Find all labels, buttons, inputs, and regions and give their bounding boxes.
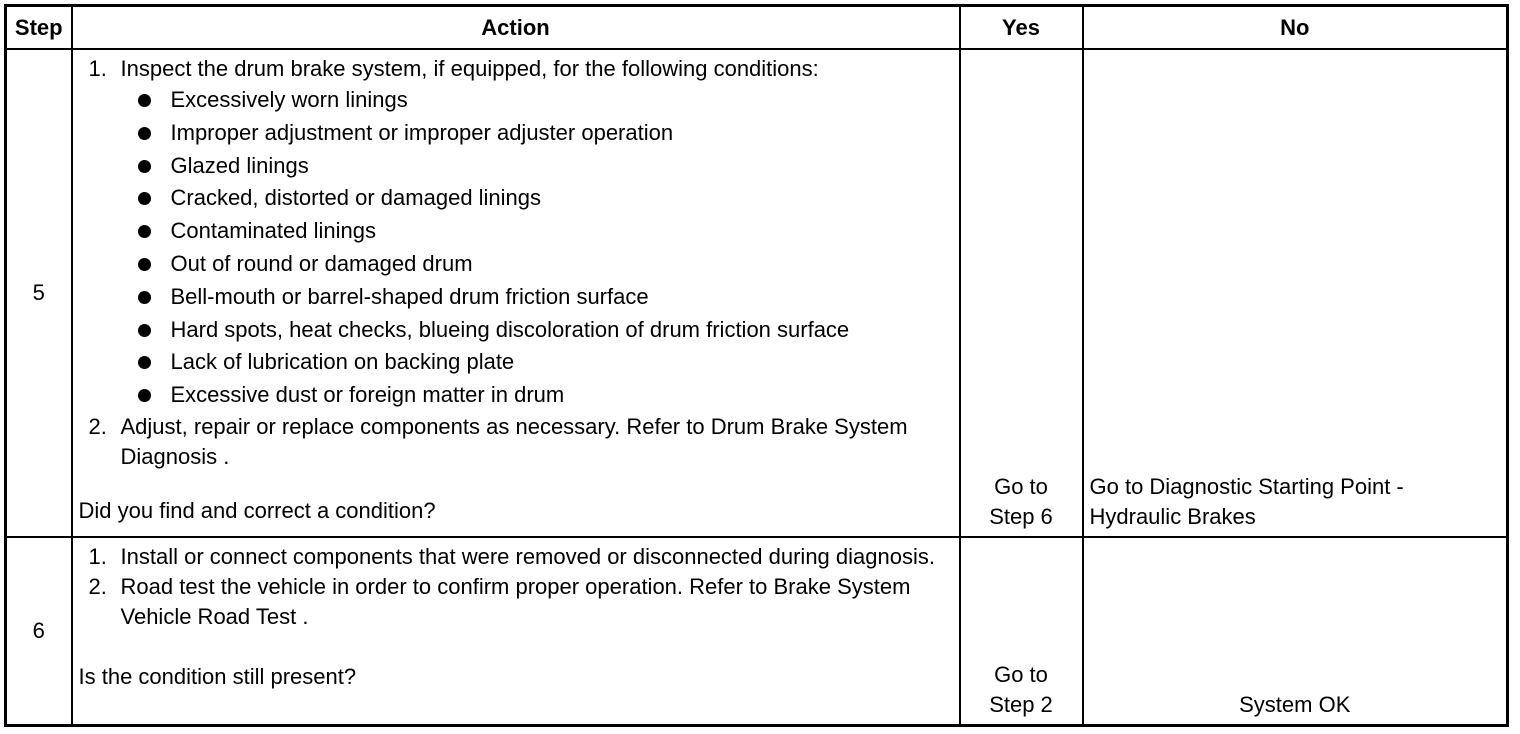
list-item bbox=[121, 314, 951, 347]
header-yes: Yes bbox=[960, 6, 1083, 50]
question-text: Is the condition still present? bbox=[78, 664, 357, 689]
no-cell bbox=[1083, 537, 1508, 725]
bullet-icon bbox=[138, 94, 151, 107]
bullet-icon bbox=[138, 258, 151, 271]
no-line: System OK bbox=[1239, 691, 1351, 717]
bullet-icon bbox=[138, 356, 151, 369]
instruction-text: Inspect the drum brake system, if equipped, for the following conditions: bbox=[120, 56, 819, 81]
list-item bbox=[121, 84, 951, 117]
instruction-item bbox=[79, 542, 951, 572]
instruction-number: 2. bbox=[88, 574, 107, 599]
action-cell bbox=[72, 49, 960, 537]
bullet-icon bbox=[138, 160, 151, 173]
instruction-number: 2. bbox=[88, 413, 107, 439]
list-item bbox=[121, 379, 951, 412]
condition-text: Excessively worn linings bbox=[170, 87, 408, 112]
no-line: Hydraulic Brakes bbox=[1089, 504, 1256, 529]
diagnostic-table bbox=[4, 4, 1509, 727]
bullet-icon bbox=[138, 192, 151, 205]
bullet-icon bbox=[138, 389, 151, 402]
bullet-icon bbox=[138, 291, 151, 304]
condition-text: Bell-mouth or barrel-shaped drum friction surface bbox=[170, 283, 649, 309]
list-item bbox=[121, 281, 951, 314]
no-line: Go to Diagnostic Starting Point - bbox=[1089, 474, 1404, 499]
condition-list bbox=[121, 84, 951, 412]
condition-text: Excessive dust or foreign matter in drum bbox=[170, 382, 565, 408]
yes-line: Step 6 bbox=[989, 504, 1053, 529]
condition-text: Contaminated linings bbox=[170, 218, 376, 244]
header-no: No bbox=[1083, 6, 1508, 50]
bullet-icon bbox=[138, 324, 151, 337]
list-item bbox=[121, 117, 951, 150]
list-item bbox=[121, 182, 951, 215]
spacer bbox=[79, 632, 951, 662]
no-cell bbox=[1083, 49, 1508, 537]
table-row-step-5 bbox=[6, 49, 1508, 537]
condition-text: Out of round or damaged drum bbox=[170, 250, 473, 276]
instruction-number: 1. bbox=[88, 544, 107, 569]
list-item bbox=[121, 346, 951, 379]
bullet-icon bbox=[138, 225, 151, 238]
condition-text: Lack of lubrication on backing plate bbox=[170, 349, 515, 375]
yes-cell bbox=[960, 537, 1083, 725]
instruction-text: Install or connect components that were removed or disconnected during diagnosis. bbox=[120, 544, 935, 569]
yes-cell bbox=[960, 49, 1083, 537]
header-row bbox=[6, 6, 1508, 50]
instruction-text: Road test the vehicle in order to confirm proper operation. Refer to Brake System Vehicle Road Test . bbox=[120, 574, 911, 629]
instruction-number: 1. bbox=[88, 56, 107, 81]
bullet-icon bbox=[138, 127, 151, 140]
header-action: Action bbox=[72, 6, 960, 50]
list-item bbox=[121, 215, 951, 248]
instruction-item bbox=[79, 54, 951, 412]
instruction-item bbox=[79, 412, 951, 472]
condition-text: Improper adjustment or improper adjuster operation bbox=[170, 119, 674, 145]
yes-line: Go to bbox=[994, 474, 1048, 499]
question-text: Did you find and correct a condition? bbox=[78, 497, 436, 523]
table-row-step-6 bbox=[6, 537, 1508, 725]
list-item bbox=[121, 248, 951, 281]
list-item bbox=[121, 150, 951, 183]
condition-text: Glazed linings bbox=[170, 152, 309, 178]
header-step: Step bbox=[6, 6, 72, 50]
yes-line: Go to bbox=[994, 661, 1048, 687]
instruction-item bbox=[79, 572, 951, 632]
step-number: 5 bbox=[6, 49, 72, 537]
instruction-text: Adjust, repair or replace components as necessary. Refer to Drum Brake System Diagnosis . bbox=[120, 413, 908, 469]
action-cell bbox=[72, 537, 960, 725]
spacer bbox=[79, 472, 951, 496]
condition-text: Cracked, distorted or damaged linings bbox=[170, 185, 542, 211]
condition-text: Hard spots, heat checks, blueing discoloration of drum friction surface bbox=[170, 316, 850, 342]
instruction-list bbox=[79, 542, 951, 632]
instruction-list bbox=[79, 54, 951, 472]
yes-line: Step 2 bbox=[989, 691, 1053, 717]
step-number: 6 bbox=[6, 537, 72, 725]
